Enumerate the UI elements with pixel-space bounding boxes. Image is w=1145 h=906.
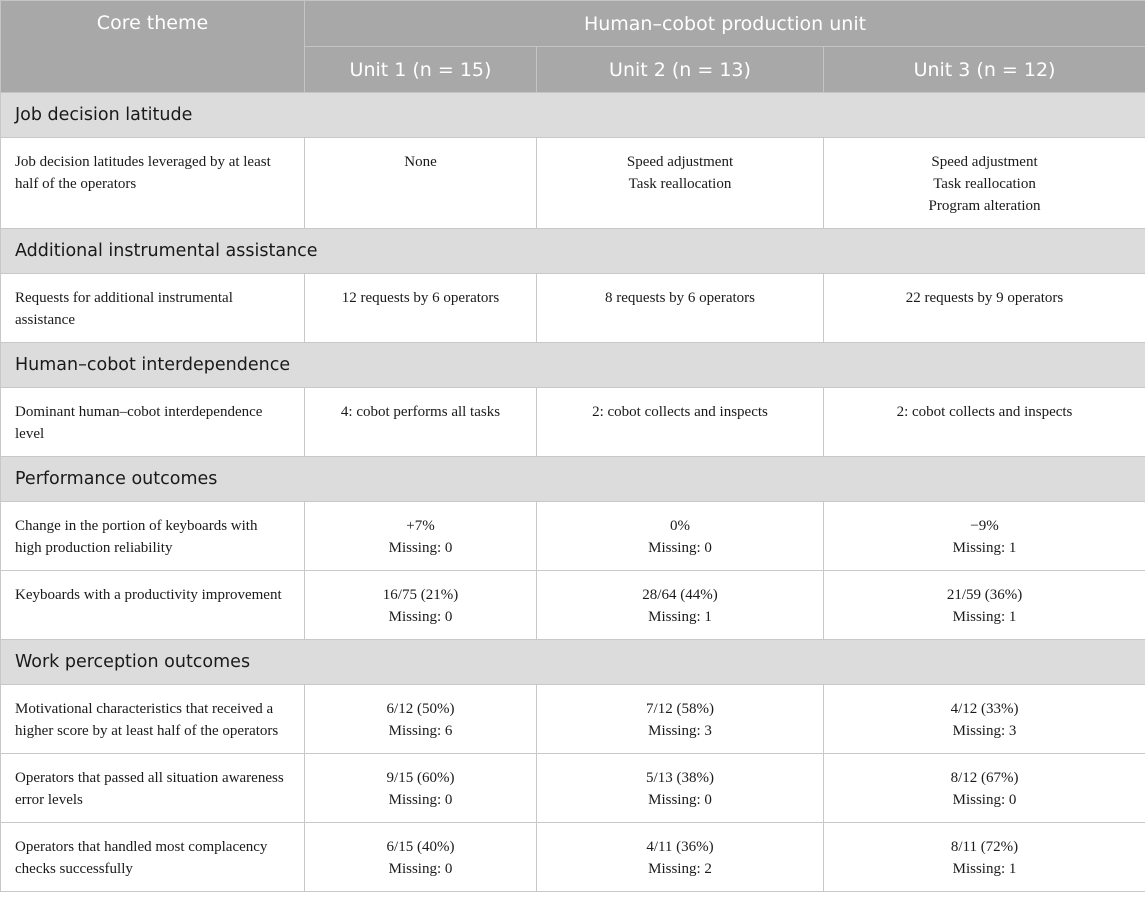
cell-line: Missing: 0 <box>388 609 453 625</box>
cell-line: Missing: 1 <box>952 861 1017 877</box>
cell-line: 8/12 (67%) <box>950 770 1019 786</box>
row-label: Requests for additional instrumental assistance <box>1 274 305 343</box>
unit-3-cell <box>824 388 1145 457</box>
cell-line: Missing: 0 <box>648 792 712 808</box>
unit-2-header: Unit 2 (n = 13) <box>537 47 824 93</box>
row-label: Job decision latitudes leveraged by at least half of the operators <box>1 138 305 229</box>
cell-line: 9/15 (60%) <box>386 770 455 786</box>
row-label: Motivational characteristics that received a higher score by at least half of the operators <box>1 685 305 754</box>
cell-line: Missing: 1 <box>952 609 1017 625</box>
section-row-human-cobot-interdependence <box>1 343 1145 388</box>
cell-line: 2: cobot collects and inspects <box>592 404 768 420</box>
table-row <box>1 754 1145 823</box>
table-row <box>1 502 1145 571</box>
unit-2-cell <box>537 754 824 823</box>
section-title: Work perception outcomes <box>1 640 1145 685</box>
cell-line: 16/75 (21%) <box>382 587 459 603</box>
unit-1-cell <box>305 685 537 754</box>
table-row <box>1 685 1145 754</box>
cell-line: Missing: 0 <box>388 861 453 877</box>
unit-1-cell <box>305 823 537 892</box>
unit-2-cell <box>537 502 824 571</box>
unit-3-cell <box>824 571 1145 640</box>
cell-line: −9% <box>970 518 999 534</box>
cell-line: Missing: 2 <box>648 861 712 877</box>
table-row <box>1 274 1145 343</box>
cell-line: Task reallocation <box>628 176 732 192</box>
cell-line: Missing: 0 <box>952 792 1017 808</box>
cell-line: 22 requests by 9 operators <box>905 290 1064 306</box>
unit-2-cell <box>537 138 824 229</box>
section-title: Human–cobot interdependence <box>1 343 1145 388</box>
cell-line: Program alteration <box>928 198 1041 214</box>
cell-line: Missing: 0 <box>388 540 453 556</box>
unit-1-cell <box>305 571 537 640</box>
cell-line: 4/12 (33%) <box>950 701 1019 717</box>
cell-line: Speed adjustment <box>626 154 734 170</box>
row-label: Operators that handled most complacency checks successfully <box>1 823 305 892</box>
cell-line: 6/12 (50%) <box>386 701 455 717</box>
unit-1-cell <box>305 754 537 823</box>
cell-line: Missing: 0 <box>388 792 453 808</box>
cell-line: None <box>404 154 437 170</box>
cell-line: 7/12 (58%) <box>646 701 714 717</box>
unit-3-header: Unit 3 (n = 12) <box>824 47 1145 93</box>
cell-line: 4: cobot performs all tasks <box>340 404 501 420</box>
cell-line: Missing: 3 <box>952 723 1017 739</box>
cell-line: 12 requests by 6 operators <box>341 290 500 306</box>
cell-line: Missing: 6 <box>388 723 453 739</box>
cell-line: 8/11 (72%) <box>950 839 1019 855</box>
cell-line: 2: cobot collects and inspects <box>896 404 1073 420</box>
table-row <box>1 823 1145 892</box>
section-title: Job decision latitude <box>1 93 1145 138</box>
section-title: Performance outcomes <box>1 457 1145 502</box>
cell-line: Missing: 3 <box>648 723 712 739</box>
unit-3-cell <box>824 754 1145 823</box>
unit-1-cell <box>305 274 537 343</box>
row-label: Dominant human–cobot interdependence level <box>1 388 305 457</box>
unit-3-cell <box>824 823 1145 892</box>
cell-line: 8 requests by 6 operators <box>605 290 755 306</box>
unit-2-cell <box>537 274 824 343</box>
cell-line: 0% <box>670 518 690 534</box>
core-theme-header: Core theme <box>1 1 305 93</box>
section-row-work-perception-outcomes <box>1 640 1145 685</box>
cell-line: 6/15 (40%) <box>386 839 455 855</box>
cell-line: 4/11 (36%) <box>646 839 714 855</box>
unit-3-cell <box>824 274 1145 343</box>
unit-1-cell <box>305 502 537 571</box>
cell-line: Missing: 1 <box>648 609 712 625</box>
unit-3-cell <box>824 502 1145 571</box>
table-row <box>1 388 1145 457</box>
table-row <box>1 138 1145 229</box>
section-row-performance-outcomes <box>1 457 1145 502</box>
table-row <box>1 571 1145 640</box>
unit-2-cell <box>537 571 824 640</box>
row-label: Change in the portion of keyboards with high production reliability <box>1 502 305 571</box>
production-unit-header: Human–cobot production unit <box>305 1 1145 47</box>
section-row-job-decision-latitude <box>1 93 1145 138</box>
cell-line: Task reallocation <box>933 176 1036 192</box>
cell-line: Missing: 1 <box>952 540 1017 556</box>
unit-1-cell <box>305 388 537 457</box>
unit-1-header: Unit 1 (n = 15) <box>305 47 537 93</box>
cell-line: 5/13 (38%) <box>646 770 714 786</box>
cell-line: 28/64 (44%) <box>642 587 718 603</box>
section-title: Additional instrumental assistance <box>1 229 1145 274</box>
unit-2-cell <box>537 823 824 892</box>
unit-2-cell <box>537 685 824 754</box>
cell-line: Speed adjustment <box>931 154 1038 170</box>
cell-line: Missing: 0 <box>648 540 712 556</box>
section-row-additional-instrumental-assistance <box>1 229 1145 274</box>
row-label: Operators that passed all situation awareness error levels <box>1 754 305 823</box>
cell-line: 21/59 (36%) <box>946 587 1023 603</box>
unit-2-cell <box>537 388 824 457</box>
unit-3-cell <box>824 685 1145 754</box>
cell-line: +7% <box>406 518 435 534</box>
row-label: Keyboards with a productivity improvement <box>1 571 305 640</box>
unit-1-cell <box>305 138 537 229</box>
unit-3-cell <box>824 138 1145 229</box>
